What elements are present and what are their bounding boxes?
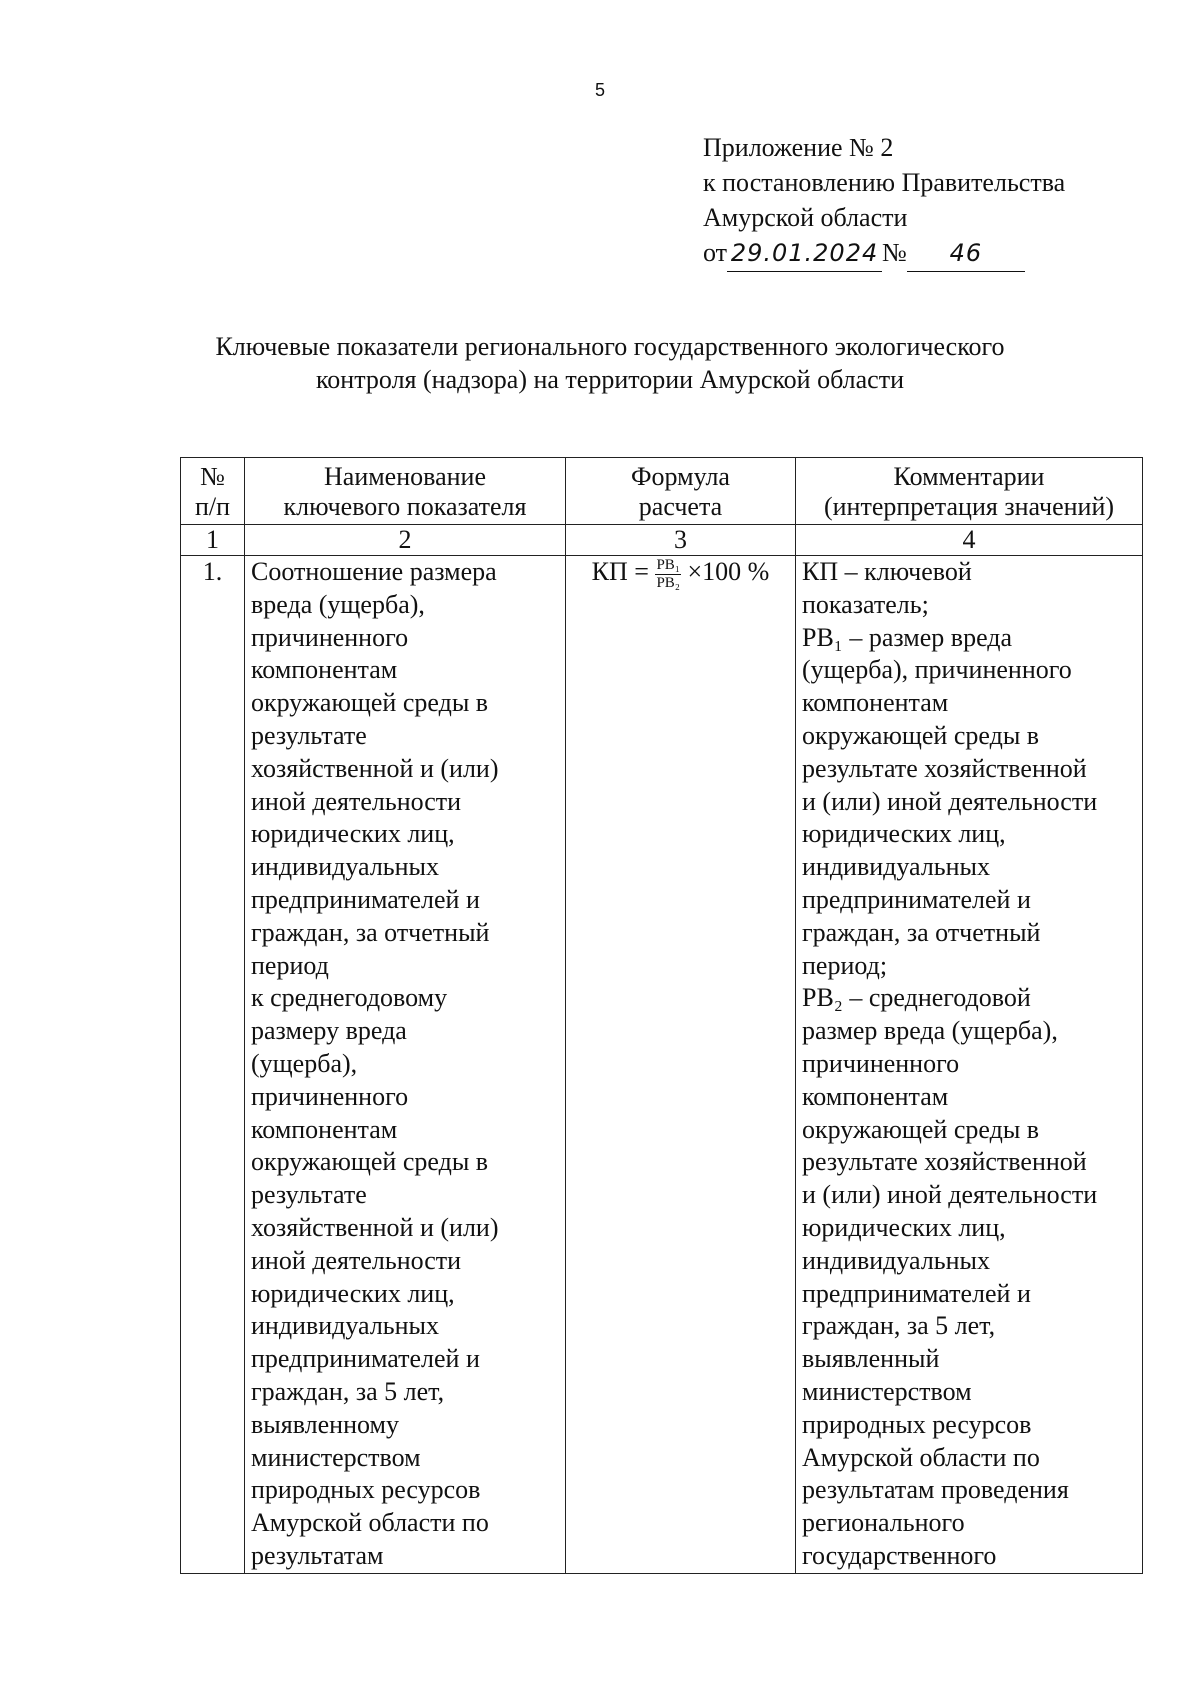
header-number: № п/п — [181, 458, 245, 525]
table-header-row — [181, 458, 1143, 525]
document-title — [160, 330, 1060, 396]
appendix-title: Приложение № 2 — [703, 133, 894, 162]
header-comment: Комментарии (интерпретация значений) — [796, 458, 1143, 525]
appendix-region: Амурской области — [703, 203, 908, 232]
handwritten-date: 29.01.2024 — [727, 236, 882, 272]
handwritten-number: 46 — [907, 236, 1025, 272]
formula-numerator: РВ₁ — [656, 556, 681, 573]
page-number: 5 — [594, 80, 605, 100]
table-row — [181, 556, 1143, 1574]
formula-lhs: КП = — [591, 557, 649, 586]
formula-denominator: РВ₂ — [656, 574, 681, 591]
table-index-row — [181, 525, 1143, 556]
kpi-table — [180, 457, 1143, 1574]
appendix-block — [703, 130, 1163, 272]
comment-cell: КП – ключевой показатель; РВ₁ – размер вреда (ущерба), причиненного компонентам окружающей среды в результате хозяйственной и (или) иной деятельности юридических лиц, индивидуальных предпринимателей и граждан, за отчетный период; РВ₂ – среднегодовой размер вреда (ущерба), причиненного компонентам окружающей среды в результате хозяйственной и (или) иной деятельности юридических лиц, индивидуальных предпринимателей и граждан, за 5 лет, выявленный министерством природных ресурсов Амурской области по результатам проведения регионального государственного — [796, 556, 1143, 1574]
title-line-2: контроля (надзора) на территории Амурской области — [316, 365, 904, 394]
number-sign: № — [882, 238, 907, 267]
index-cell: 3 — [566, 525, 796, 556]
appendix-resolution: к постановлению Правительства — [703, 168, 1066, 197]
index-cell: 4 — [796, 525, 1143, 556]
header-name: Наименование ключевого показателя — [245, 458, 566, 525]
formula-cell — [566, 556, 796, 1574]
appendix-date-line — [703, 235, 1163, 272]
formula-rhs: ×100 % — [687, 557, 770, 586]
index-cell: 2 — [245, 525, 566, 556]
date-prefix: от — [703, 238, 728, 267]
row-number: 1. — [181, 556, 245, 1574]
indicator-name: Соотношение размера вреда (ущерба), причиненного компонентам окружающей среды в результате хозяйственной и (или) иной деятельности юридических лиц, индивидуальных предпринимателей и граждан, за отчетный период к среднегодовому размеру вреда (ущерба), причиненного компонентам окружающей среды в результате хозяйственной и (или) иной деятельности юридических лиц, индивидуальных предпринимателей и граждан, за 5 лет, выявленному министерством природных ресурсов Амурской области по результатам — [245, 556, 566, 1574]
formula-fraction — [655, 557, 681, 592]
header-formula: Формула расчета — [566, 458, 796, 525]
title-line-1: Ключевые показатели регионального государственного экологического — [215, 332, 1005, 361]
index-cell: 1 — [181, 525, 245, 556]
